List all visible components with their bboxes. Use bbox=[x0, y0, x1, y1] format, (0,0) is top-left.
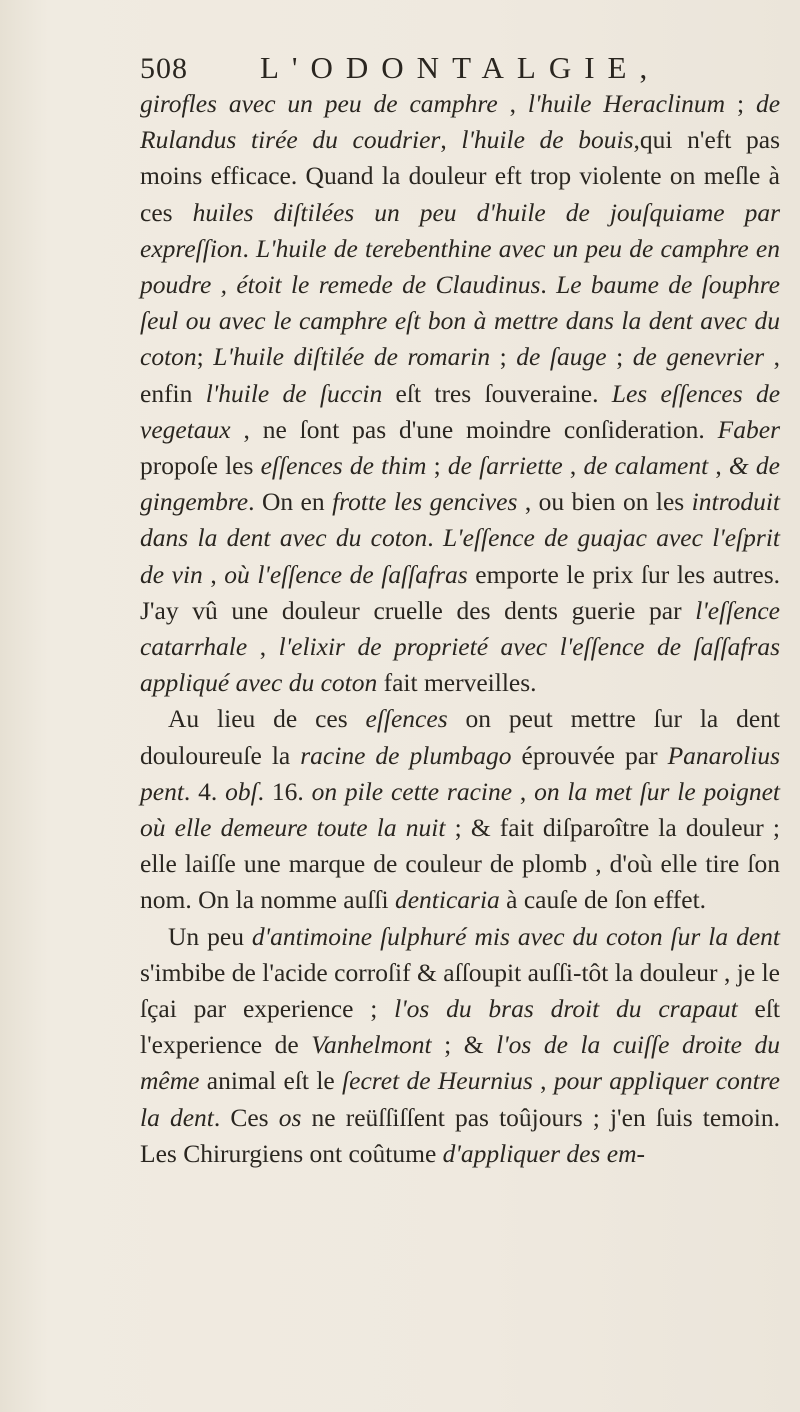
body-text bbox=[140, 86, 780, 1172]
text-run: , bbox=[562, 451, 584, 481]
italic-text-run: ſecret de Heurnius bbox=[342, 1066, 533, 1096]
text-run: , ne ſont pas d'une moindre conſideration. bbox=[230, 414, 718, 444]
text-run: à cauſe de ſon effet. bbox=[499, 885, 707, 915]
text-run: ,qui n'eft pas moins efficace. Quand la douleur eft trop violente on meſle à ces bbox=[140, 125, 780, 227]
italic-text-run: l'huile de bouis bbox=[461, 125, 634, 155]
text-run: . bbox=[540, 270, 557, 300]
italic-text-run: Vanhelmont bbox=[311, 1030, 432, 1060]
text-run: ; bbox=[196, 342, 214, 372]
text-run: . 16. bbox=[257, 776, 312, 806]
italic-text-run: on pile cette racine bbox=[311, 776, 513, 806]
italic-text-run: Faber bbox=[717, 414, 780, 444]
text-run: Un peu bbox=[168, 921, 252, 951]
italic-text-run: introduit dans la dent avec du coton bbox=[140, 487, 780, 553]
italic-text-run: d'appliquer des em- bbox=[442, 1138, 645, 1168]
text-run: , ou bien on les bbox=[517, 487, 692, 517]
text-run: propoſe les bbox=[140, 451, 261, 481]
italic-text-run: obſ bbox=[225, 776, 258, 806]
page-number: 508 bbox=[140, 52, 188, 85]
italic-text-run: l'elixir de proprieté avec l'eſſence de ſaſſafras appliqué avec du coton bbox=[140, 632, 780, 698]
italic-text-run: de Rulandus tirée du coudrier bbox=[140, 89, 781, 155]
italic-text-run: Les eſſences de vegetaux bbox=[140, 378, 781, 444]
text-run: . Ces bbox=[213, 1102, 279, 1132]
page-header bbox=[140, 48, 700, 88]
text-run: , bbox=[202, 559, 225, 589]
italic-text-run: & de gingembre bbox=[140, 451, 781, 517]
text-run: eſt tres ſouveraine. bbox=[382, 378, 612, 408]
italic-text-run: pour appliquer contre la dent bbox=[140, 1066, 780, 1132]
text-run: emporte le prix ſur les autres. J'ay vû une douleur cruelle des dents guerie par bbox=[140, 559, 780, 625]
italic-text-run: où l'eſſence de ſaſſafras bbox=[224, 559, 468, 589]
text-run: ; bbox=[490, 342, 517, 372]
text-run: , enfin bbox=[140, 342, 780, 408]
text-run: , bbox=[532, 1066, 554, 1096]
italic-text-run: de ſauge bbox=[516, 342, 607, 372]
text-run: , bbox=[708, 451, 729, 481]
paragraph-2 bbox=[140, 701, 780, 918]
text-run: on peut mettre ſur la dent douloureuſe la bbox=[140, 704, 780, 770]
italic-text-run: l'eſſence catarrhale bbox=[140, 595, 780, 662]
text-run: , bbox=[512, 776, 535, 806]
italic-text-run: girofles avec un peu de camphre bbox=[140, 89, 498, 118]
italic-text-run: L'eſſence de guajac avec l'eſprit de vin bbox=[140, 523, 780, 589]
italic-text-run: on la met ſur le poignet où elle demeure toute la nuit bbox=[140, 776, 781, 843]
italic-text-run: L'huile de terebenthine avec un peu de camphre en poudre , étoit le remede de Claudinus bbox=[140, 233, 780, 300]
italic-text-run: frotte les gencives bbox=[332, 487, 518, 517]
italic-text-run: d'antimoine ſulphuré mis avec du coton ſur la dent bbox=[251, 921, 781, 951]
italic-text-run: Panarolius pent bbox=[140, 740, 780, 806]
text-run: eſt l'experience de bbox=[140, 994, 780, 1060]
italic-text-run: racine de plumbago bbox=[300, 740, 512, 770]
paragraph-3 bbox=[140, 919, 780, 1172]
italic-text-run: de ſarriette bbox=[447, 451, 563, 481]
text-run: fait merveilles. bbox=[377, 668, 537, 698]
text-run: , bbox=[247, 632, 279, 662]
text-run: ; & bbox=[431, 1030, 497, 1060]
text-run: ; bbox=[426, 451, 448, 481]
paragraph-1 bbox=[140, 86, 780, 701]
italic-text-run: denticaria bbox=[394, 885, 500, 915]
italic-text-run: de genevrier bbox=[632, 342, 765, 372]
text-run: Au lieu de ces bbox=[168, 704, 366, 734]
text-run: . On en bbox=[248, 487, 333, 517]
text-run: . bbox=[427, 523, 443, 553]
italic-text-run: huiles diſtilées un peu d'huile de jouſquiame par expreſſion bbox=[140, 197, 781, 263]
text-run: animal eſt le bbox=[199, 1066, 343, 1096]
italic-text-run: os bbox=[278, 1102, 302, 1132]
text-run: . 4. bbox=[183, 776, 226, 806]
italic-text-run: l'os de la cuiſſe droite du même bbox=[140, 1030, 780, 1096]
text-run: ; & fait diſparoître la douleur ; elle laiſſe une marque de couleur de plomb , d'où elle tire ſon nom. On la nomme auſſi bbox=[140, 813, 780, 915]
italic-text-run: eſſences de thim bbox=[260, 451, 427, 481]
text-run: ; bbox=[725, 89, 756, 118]
text-run: éprouvée par bbox=[511, 740, 668, 770]
italic-text-run: eſſences bbox=[365, 704, 448, 734]
italic-text-run: l'os du bras droit du crapaut bbox=[394, 994, 738, 1024]
running-title: L'ODONTALGIE, bbox=[260, 50, 661, 85]
text-run: , bbox=[440, 125, 462, 155]
italic-text-run: Le baume de ſouphre ſeul ou avec le camphre eſt bon à mettre dans la dent avec du coton bbox=[140, 270, 780, 372]
italic-text-run: L'huile diſtilée de romarin bbox=[213, 342, 491, 372]
text-run: . bbox=[242, 233, 256, 263]
text-run: ; bbox=[606, 342, 633, 372]
italic-text-run: de calament bbox=[583, 451, 709, 481]
text-run: , bbox=[497, 89, 528, 118]
text-run: s'imbibe de l'acide corroſif & aſſoupit auſſi-tôt la douleur , je le ſçai par experience ; bbox=[140, 957, 780, 1024]
italic-text-run: l'huile de ſuccin bbox=[205, 378, 383, 408]
italic-text-run: l'huile Heraclinum bbox=[527, 89, 726, 118]
text-run: ne reüſſiſſent pas toûjours ; j'en ſuis temoin. Les Chirurgiens ont coûtume bbox=[140, 1102, 780, 1168]
